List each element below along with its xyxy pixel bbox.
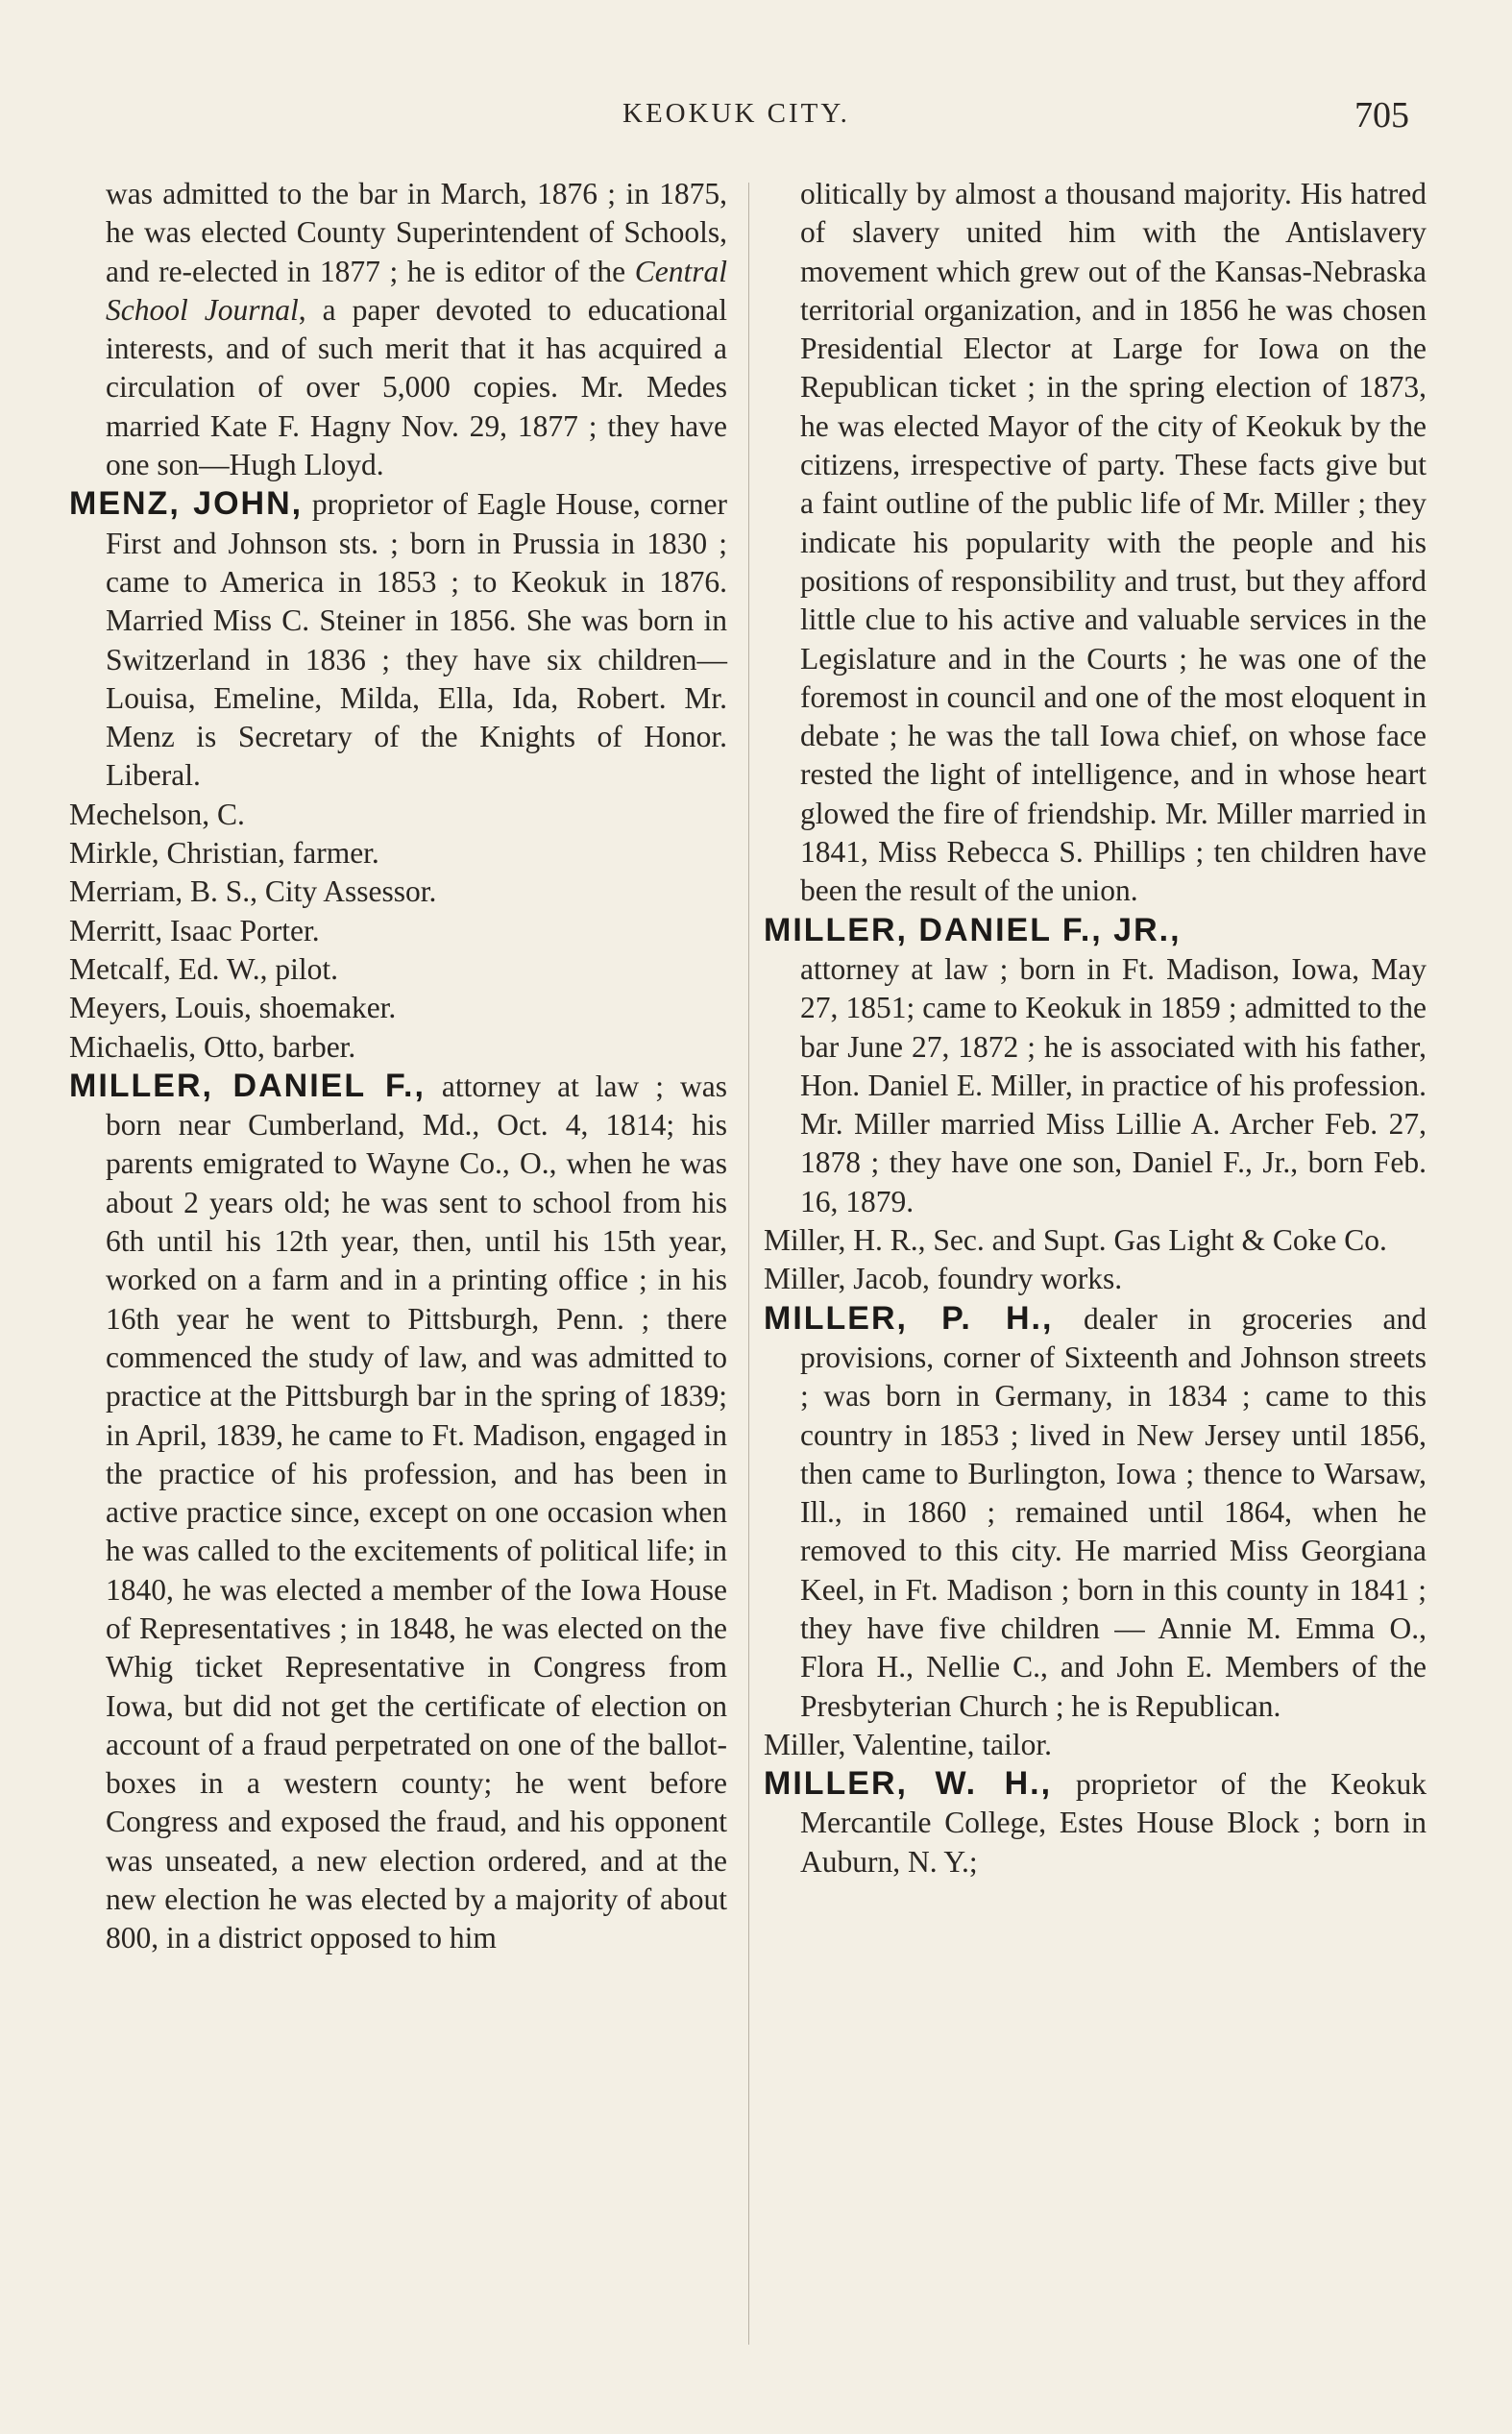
entry-name: MILLER, DANIEL F., JR., [764, 911, 1182, 948]
entry-name: MENZ, JOHN, [69, 485, 304, 523]
journal-title: Central School Journal [106, 254, 727, 327]
list-item: Meyers, Louis, shoemaker. [69, 991, 397, 1025]
entry-text: proprietor of the Keokuk Mercantile College, Estes House Block ; born in Auburn, N. Y.; [800, 1767, 1427, 1879]
list-item: Mechelson, C. [69, 797, 245, 831]
entry-miller-w-h [764, 1764, 1427, 1881]
running-title: KEOKUK CITY. [622, 98, 850, 129]
entry-name: MILLER, W. H., [764, 1765, 1053, 1803]
page-number: 705 [1354, 95, 1409, 135]
list-item: Merritt, Isaac Porter. [69, 913, 320, 947]
entry-text: proprietor of Eagle House, corner First and Johnson sts. ; born in Prussia in 1830 ; came to America in 1853 ; to Keokuk in 1876. Married Miss C. Steiner in 1856. She was born in Switzerland in 1836 ; they have six children—Louisa, Emeline, Milda, Ella, Ida, Robert. Mr. Menz is Secretary of the Knights of Honor. Liberal. [106, 487, 727, 793]
entry-miller-daniel-f [69, 1067, 727, 1958]
entry-name: MILLER, P. H., [764, 1299, 1054, 1337]
list-item: Miller, Valentine, tailor. [764, 1727, 1052, 1761]
list-item: Metcalf, Ed. W., pilot. [69, 951, 338, 986]
right-column [764, 175, 1427, 1881]
entry-menz-john [69, 484, 727, 795]
entry-miller-p-h [764, 1299, 1427, 1726]
column-divider [748, 183, 749, 2345]
entry-text: attorney at law ; born in Ft. Madison, Iowa, May 27, 1851; came to Keokuk in 1859 ; admitted to the bar June 27, 1872 ; he is associated with his father, Hon. Daniel E. Miller, in practice of his profession. Mr. Miller married Miss Lillie A. Archer Feb. 27, 1878 ; they have one son, Daniel F., Jr., born Feb. 16, 1879. [800, 951, 1427, 1218]
list-item: Mirkle, Christian, farmer. [69, 836, 379, 871]
list-item: Merriam, B. S., City Assessor. [69, 874, 437, 909]
list-item: Miller, H. R., Sec. and Supt. Gas Light & Coke Co. [764, 1223, 1387, 1258]
running-header [0, 94, 1512, 142]
entry-text: attorney at law ; was born near Cumberland, Md., Oct. 4, 1814; his parents emigrated to Wayne Co., O., when he was about 2 years old; he was sent to school from his 6th until his 12th year, then, until his 15th year, worked on a farm and in a printing office ; in his 16th year he went to Pittsburgh, Penn. ; there commenced the study of law, and was admitted to practice at the Pittsburgh bar in the spring of 1839; in April, 1839, he came to Ft. Madison, engaged in the practice of his profession, and has been in active practice since, except on one occasion when he was called to the excitements of political life; in 1840, he was elected a member of the Iowa House of Representatives ; in 1848, he was elected on the Whig ticket Representative in Congress from Iowa, but did not get the certificate of election on account of a fraud perpetrated on one of the ballot-boxes in a western county; he went before Congress and exposed the fraud, and his opponent was unseated, a new election ordered, and at the new election he was elected by a majority of about 800, in a district opposed to him [106, 1069, 727, 1955]
entry-miller-daniel-f-jr [764, 911, 1427, 1221]
medes-entry-continuation: was admitted to the bar in March, 1876 ; in 1875, he was elected County Superintendent of Schools, and re-elected in 1877 ; he is editor of the Central School Journal, a paper devoted to educational interests, and of such merit that it has acquired a circulation of over 5,000 copies. Mr. Medes married Kate F. Hagny Nov. 29, 1877 ; they have one son—Hugh Lloyd. [106, 177, 727, 482]
entry-name: MILLER, DANIEL F., [69, 1067, 426, 1104]
list-item: Michaelis, Otto, barber. [69, 1029, 356, 1064]
left-column [69, 175, 727, 1958]
miller-entry-continuation: olitically by almost a thousand majority. His hatred of slavery united him with the Antislavery movement which grew out of the Kansas-Nebraska territorial organization, and in 1856 he was chosen Presidential Elector at Large for Iowa on the Republican ticket ; in the spring election of 1873, he was elected Mayor of the city of Keokuk by the citizens, irrespective of party. These facts give but a faint outline of the public life of Mr. Miller ; they indicate his popularity with the people and his positions of responsibility and trust, but they afford little clue to his active and valuable services in the Legislature and in the Courts ; he was one of the foremost in council and one of the most eloquent in debate ; he was the tall Iowa chief, on whose face rested the light of intelligence, and in whose heart glowed the fire of friendship. Mr. Miller married in 1841, Miss Rebecca S. Phillips ; ten children have been the result of the union. [800, 177, 1427, 908]
entry-text: dealer in groceries and provisions, corner of Sixteenth and Johnson streets ; was born in Germany, in 1834 ; came to this country in 1853 ; lived in New Jersey until 1856, then came to Burlington, Iowa ; thence to Warsaw, Ill., in 1860 ; remained until 1864, when he removed to this city. He married Miss Georgiana Keel, in Ft. Madison ; born in this county in 1841 ; they have five children — Annie M. Emma O., Flora H., Nellie C., and John E. Members of the Presbyterian Church ; he is Republican. [800, 1301, 1427, 1723]
list-item: Miller, Jacob, foundry works. [764, 1262, 1123, 1296]
